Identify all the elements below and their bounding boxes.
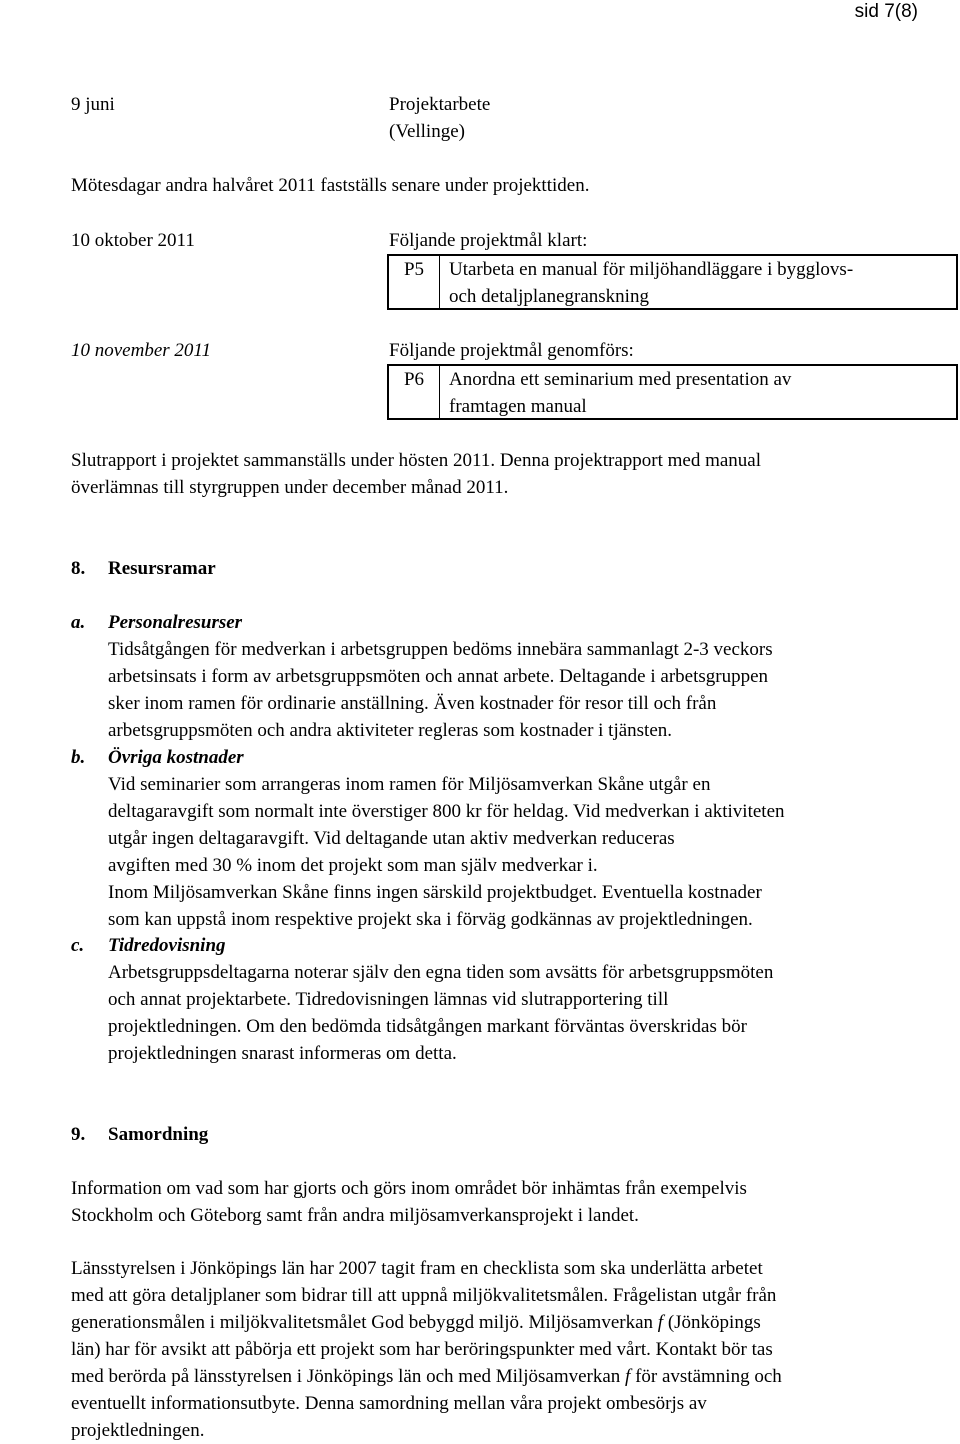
topic-june-line2: (Vellinge)	[389, 121, 465, 142]
section-8b-line: avgiften med 30 % inom det projekt som man själv medverkar i.	[108, 855, 598, 876]
goal-code-p6: P6	[389, 366, 440, 418]
section-8b-line: Vid seminarier som arrangeras inom ramen för Miljösamverkan Skåne utgår en	[108, 774, 711, 795]
meeting-dates-note: Mötesdagar andra halvåret 2011 fastställs senare under projekttiden.	[71, 175, 590, 196]
section-8b-line: deltagaravgift som normalt inte överstiger 800 kr för heldag. Vid medverkan i aktiviteten	[108, 801, 785, 822]
section-8c-title: Tidredovisning	[108, 935, 226, 956]
goal-p6-line1: Anordna ett seminarium med presentation av	[449, 369, 792, 390]
section-9-p2-line: län) har för avsikt att påbörja ett projekt som har beröringspunkter med vårt. Kontakt bör tas	[71, 1339, 773, 1360]
section-9-p2-text: generationsmålen i miljökvalitetsmålet God bebyggd miljö. Miljösamverkan	[71, 1312, 654, 1333]
goal-p5-line1: Utarbeta en manual för miljöhandläggare i bygglovs-	[449, 259, 854, 280]
region-f-letter: f	[657, 1312, 664, 1333]
section-9-p2-text: (Jönköpings	[663, 1312, 761, 1333]
date-november: 10 november 2011	[71, 340, 212, 361]
october-heading: Följande projektmål klart:	[389, 230, 588, 251]
goal-box-p6	[387, 364, 958, 420]
region-f-letter: f	[625, 1366, 631, 1387]
section-9-p2-text: för avstämning och	[630, 1366, 782, 1387]
section-9-p1-line: Information om vad som har gjorts och görs inom området bör inhämtas från exempelvis	[71, 1178, 747, 1199]
section-8a-line: arbetsgruppsmöten och andra aktiviteter regleras som kostnader i tjänsten.	[108, 720, 673, 741]
section-8c-letter: c.	[71, 935, 85, 956]
section-8a-line: arbetsinsats i form av arbetsgruppsmöten och annat arbete. Deltagande i arbetsgruppen	[108, 666, 769, 687]
topic-june-line1: Projektarbete	[389, 94, 491, 115]
section-8c-line: projektledningen. Om den bedömda tidsåtgången markant förväntas överskridas bör	[108, 1016, 747, 1037]
section-8b-letter: b.	[71, 747, 86, 768]
section-9-p2-line	[71, 1363, 782, 1390]
goal-code-p5: P5	[389, 256, 440, 308]
section-8c-line: Arbetsgruppsdeltagarna noterar själv den egna tiden som avsätts för arbetsgruppsmöten	[108, 962, 774, 983]
section-9-p2-line	[71, 1309, 782, 1336]
section-8-number: 8.	[71, 558, 86, 579]
goal-box-p5	[387, 254, 958, 310]
section-8-title: Resursramar	[108, 558, 216, 579]
section-9-p2-line: Länsstyrelsen i Jönköpings län har 2007 tagit fram en checklista som ska underlätta arbetet	[71, 1258, 763, 1279]
section-8c-line: projektledningen snarast informeras om detta.	[108, 1043, 457, 1064]
final-report-line2: överlämnas till styrgruppen under december månad 2011.	[71, 477, 509, 498]
section-8b-line: utgår ingen deltagaravgift. Vid deltagande utan aktiv medverkan reduceras	[108, 828, 675, 849]
section-8a-letter: a.	[71, 612, 86, 633]
section-9-number: 9.	[71, 1124, 86, 1145]
section-9-p2-line: projektledningen.	[71, 1420, 205, 1441]
section-8c-body	[108, 959, 773, 1067]
section-9-p1-line: Stockholm och Göteborg samt från andra miljösamverkansprojekt i landet.	[71, 1205, 639, 1226]
november-heading: Följande projektmål genomförs:	[389, 340, 634, 361]
section-8b-line: Inom Miljösamverkan Skåne finns ingen särskild projektbudget. Eventuella kostnader	[108, 882, 762, 903]
section-8b-body	[108, 771, 785, 933]
section-9-p2-line: eventuellt informationsutbyte. Denna samordning mellan våra projekt ombesörjs av	[71, 1393, 707, 1414]
date-june: 9 juni	[71, 94, 115, 115]
date-october: 10 oktober 2011	[71, 230, 195, 251]
section-8b-title: Övriga kostnader	[108, 747, 244, 768]
section-9-title: Samordning	[108, 1124, 209, 1145]
goal-p5-line2: och detaljplanegranskning	[449, 286, 649, 307]
section-8c-line: och annat projektarbete. Tidredovisningen lämnas vid slutrapportering till	[108, 989, 669, 1010]
section-9-paragraph-2	[71, 1255, 782, 1444]
section-9-p2-text: med berörda på länsstyrelsen i Jönköpings län och med Miljösamverkan	[71, 1366, 621, 1387]
section-8a-line: Tidsåtgången för medverkan i arbetsgruppen bedöms innebära sammanlagt 2-3 veckors	[108, 639, 773, 660]
section-8a-body	[108, 636, 773, 744]
goal-p6-line2: framtagen manual	[449, 396, 587, 417]
section-8a-line: sker inom ramen för ordinarie anställning. Även kostnader för resor till och från	[108, 693, 717, 714]
page-number: sid 7(8)	[854, 1, 918, 22]
final-report-line1: Slutrapport i projektet sammanställs under hösten 2011. Denna projektrapport med manual	[71, 450, 761, 471]
section-9-p2-line: med att göra detaljplaner som bidrar till att uppnå miljökvalitetsmålen. Frågelistan utgår från	[71, 1285, 777, 1306]
section-9-paragraph-1	[71, 1175, 747, 1229]
section-8a-title: Personalresurser	[108, 612, 243, 633]
section-8b-line: som kan uppstå inom respektive projekt ska i förväg godkännas av projektledningen.	[108, 909, 753, 930]
